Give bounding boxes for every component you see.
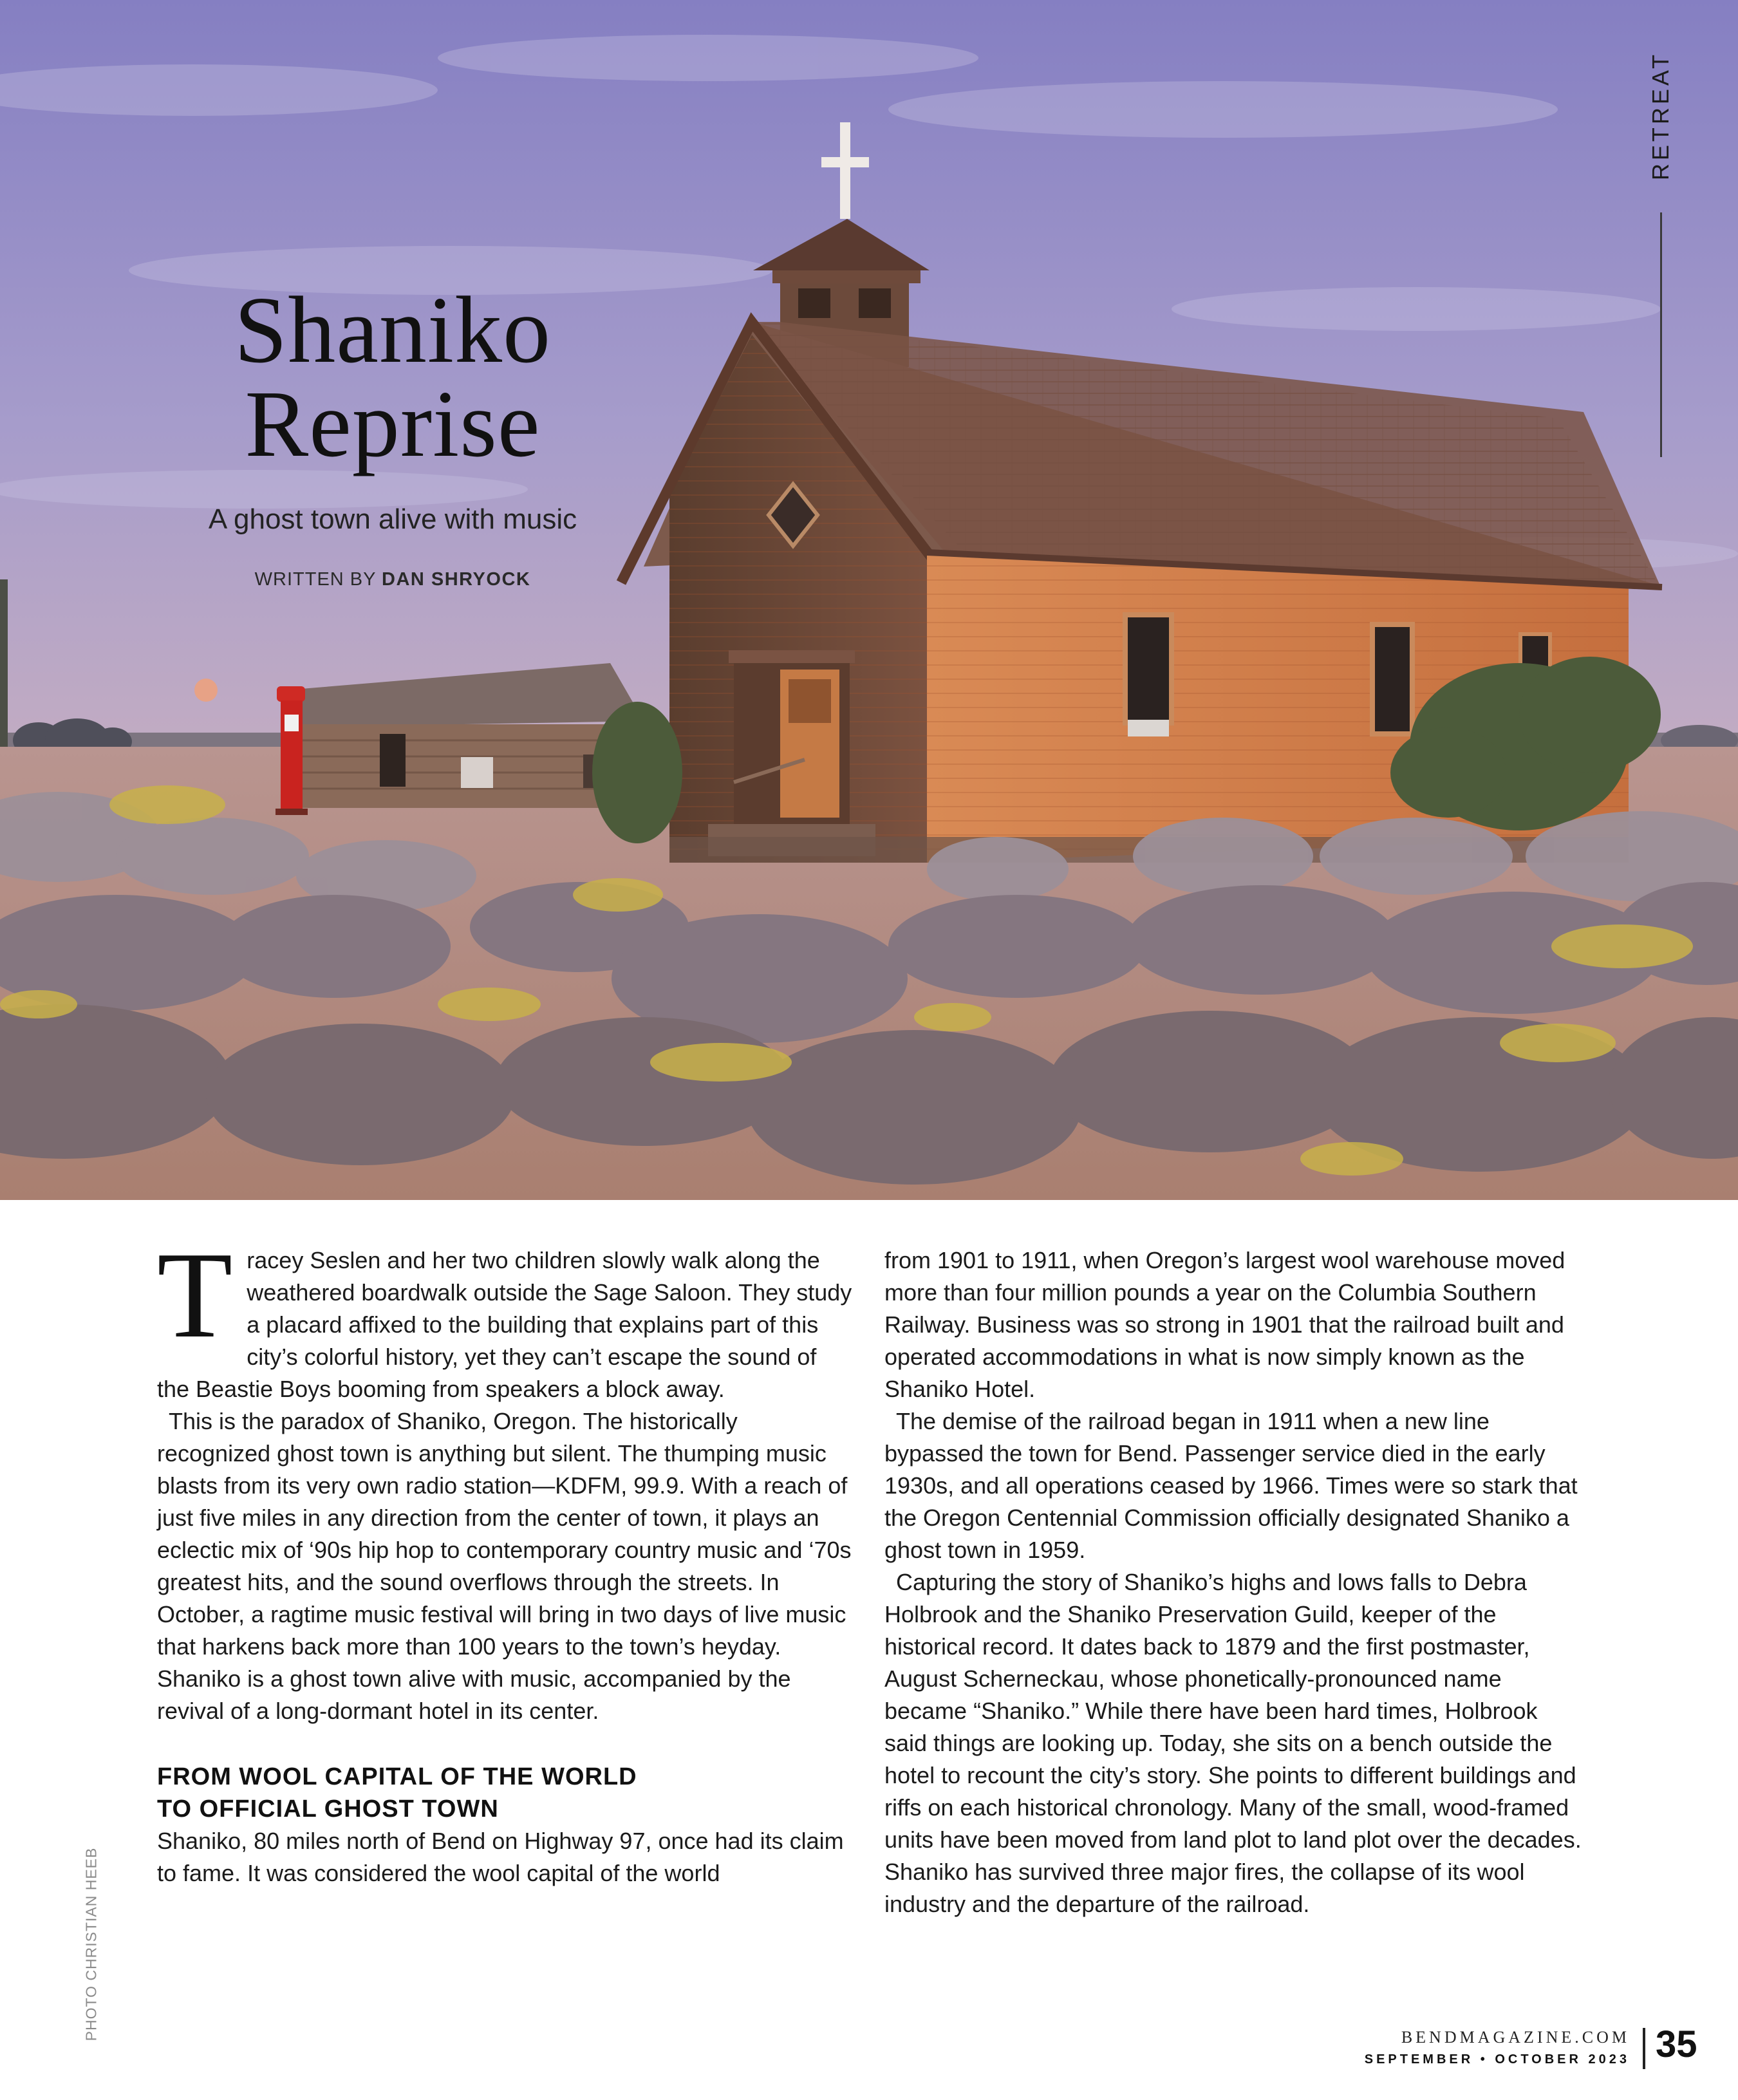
body-column-right <box>884 1244 1586 1920</box>
article-subtitle: A ghost town alive with music <box>208 503 577 535</box>
article-title <box>161 277 624 477</box>
paragraph-4: from 1901 to 1911, when Oregon’s largest wool warehouse moved more than four million pounds a year on the Columbia Southern Railway. Business was so strong in 1901 that the railroad built and operated accommodations in what is now simply known as the Shaniko Hotel. <box>884 1247 1565 1402</box>
section-tag <box>1648 39 1674 206</box>
byline-prefix: WRITTEN BY <box>254 569 376 590</box>
byline-author: DAN SHRYOCK <box>382 569 531 590</box>
paragraph-1-text: racey Seslen and her two children slowly walk along the weathered boardwalk outside the Sage Saloon. They study a placard affixed to the building that explains part of this city’s colorful history, yet they can’t escape the sound of the Beastie Boys booming from speakers a block away. <box>157 1247 852 1402</box>
section-subhead <box>157 1761 852 1825</box>
paragraph-5: The demise of the railroad began in 1911 when a new line bypassed the town for Bend. Passenger service died in the early 1930s, and all operations ceased by 1966. Times were so stark that the Oregon Centennial Commission officially designated Shaniko a ghost town in 1959. <box>884 1408 1578 1563</box>
footer-site: BENDMAGAZINE.COM <box>1401 2028 1630 2047</box>
title-line-2: Reprise <box>245 371 541 477</box>
drop-cap: T <box>157 1226 233 1364</box>
paragraph-6: Capturing the story of Shaniko’s highs and lows falls to Debra Holbrook and the Shaniko Preservation Guild, keeper of the historical record. It dates back to 1879 and the first postmaster, August Scherneckau, whose phonetically-pronounced name became “Shaniko.” While there have been hard times, Holbrook said things are looking up. Today, she sits on a bench outside the hotel to recount the city’s story. She points to different buildings and riffs on each historical chronology. Many of the small, wood-framed units have been moved from land plot to land plot over the decades. Shaniko has survived three major fires, the collapse of its wool industry and the departure of the railroad. <box>884 1569 1582 1917</box>
paragraph-2: This is the paradox of Shaniko, Oregon. The historically recognized ghost town is anything but silent. The thumping music blasts from its very own radio station—KDFM, 99.9. With a reach of just five miles in any direction from the center of town, it plays an eclectic mix of ‘90s hip hop to contemporary country music and ‘70s greatest hits, and the sound overflows through the streets. In October, a ragtime music festival will bring in two days of live music that harkens back more than 100 years to the town’s heyday. Shaniko is a ghost town alive with music, accompanied by the revival of a long-dormant hotel in its center. <box>157 1408 852 1724</box>
subhead-line-2: TO OFFICIAL GHOST TOWN <box>157 1795 499 1823</box>
body-column-left <box>157 1226 852 1889</box>
photo-credit: PHOTO CHRISTIAN HEEB <box>82 1847 100 2041</box>
subhead-line-1: FROM WOOL CAPITAL OF THE WORLD <box>157 1763 637 1790</box>
paragraph-1 <box>157 1226 852 1405</box>
moon <box>194 679 218 702</box>
paragraph-3: Shaniko, 80 miles north of Bend on Highway 97, once had its claim to fame. It was considered the wool capital of the world <box>157 1828 844 1886</box>
title-line-1: Shaniko <box>234 277 552 383</box>
section-rule <box>1660 212 1662 457</box>
byline <box>161 569 624 590</box>
page-number: 35 <box>1656 2023 1697 2065</box>
footer-issue: SEPTEMBER • OCTOBER 2023 <box>1364 2052 1630 2067</box>
section-label: RETREAT <box>1647 51 1674 181</box>
footer-divider <box>1643 2028 1645 2069</box>
